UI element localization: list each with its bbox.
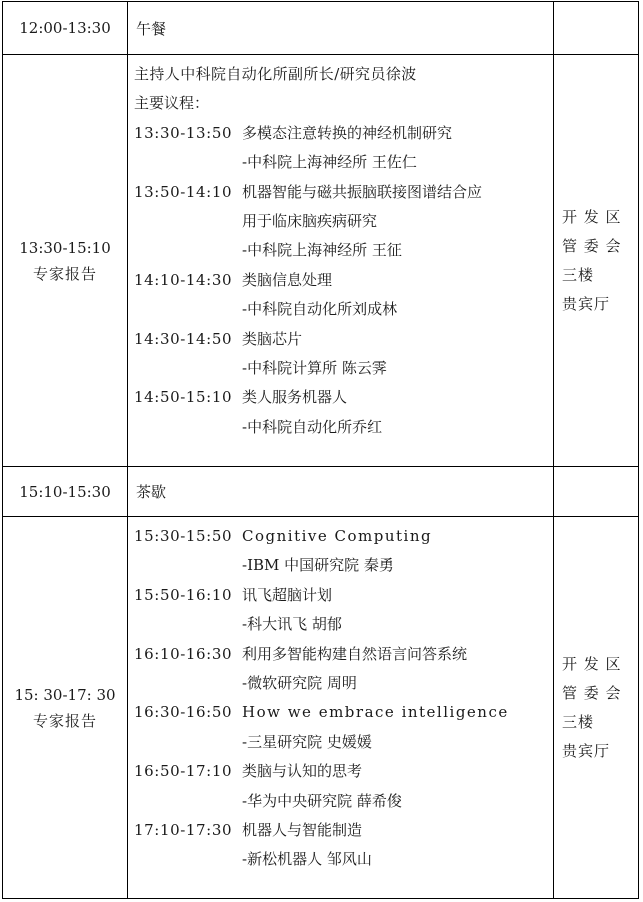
- talk-title: 机器人与智能制造: [242, 820, 363, 839]
- activity-label: 茶歇: [136, 483, 167, 501]
- talk-time: 15:50-16:10: [134, 585, 233, 604]
- talk-time: 16:10-16:30: [134, 644, 233, 663]
- talk-time: 13:50-14:10: [134, 182, 233, 201]
- talk-line: [134, 119, 553, 148]
- talk-line: [134, 816, 553, 845]
- location-cell: [554, 55, 639, 467]
- talk-time: 14:10-14:30: [134, 270, 233, 289]
- speaker-line: [134, 354, 553, 383]
- talk-line: [134, 581, 553, 610]
- talk-time: 16:30-16:50: [134, 703, 233, 722]
- speaker-line: [134, 787, 553, 816]
- time-label: 15:10-15:30: [19, 482, 111, 501]
- session-time: 13:30-15:10: [19, 238, 111, 257]
- speaker-line: [134, 236, 553, 265]
- time-label: 12:00-13:30: [19, 19, 111, 37]
- talk-line: [134, 266, 553, 295]
- schedule-row-lunch: [3, 2, 639, 55]
- talk-title: 类人服务机器人: [242, 388, 348, 407]
- agenda-label: 主要议程：: [134, 94, 210, 113]
- speaker-line: [134, 610, 553, 639]
- talk-time: 17:10-17:30: [134, 820, 233, 839]
- talk-line: [134, 383, 553, 412]
- talk-time: 14:50-15:10: [134, 388, 233, 407]
- speaker-line: [134, 295, 553, 324]
- talk-title: 机器智能与磁共振脑联接图谱结合应: [242, 182, 483, 201]
- talk-line: [134, 178, 553, 207]
- program-cell: [128, 517, 554, 899]
- session-type: 专家报告: [32, 264, 97, 283]
- talk-title: 用于临床脑疾病研究: [242, 211, 378, 230]
- location-line: 三楼: [562, 712, 595, 731]
- speaker-line: [134, 551, 553, 580]
- talk-title: How we embrace intelligence: [242, 703, 509, 722]
- talk-speaker: -华为中央研究院 薛希俊: [242, 791, 402, 810]
- talk-time: 16:50-17:10: [134, 762, 233, 781]
- schedule-table: [2, 1, 639, 899]
- session-type: 专家报告: [32, 711, 97, 730]
- talk-speaker: -中科院计算所 陈云霁: [242, 358, 387, 377]
- schedule-row-tea-break: [3, 467, 639, 517]
- talk-title: 类脑信息处理: [242, 270, 333, 289]
- speaker-line: [134, 148, 553, 177]
- schedule-row-session-2: [3, 517, 639, 899]
- schedule-row-session-1: [3, 55, 639, 467]
- location-cell: [554, 467, 639, 517]
- time-cell: [3, 55, 128, 467]
- location-line: 开 发 区: [562, 207, 622, 226]
- session-chair: 主持人中科院自动化所副所长/研究员徐波: [134, 65, 417, 83]
- talk-speaker: -微软研究院 周明: [242, 673, 357, 692]
- speaker-line: [134, 669, 553, 698]
- speaker-line: [134, 413, 553, 442]
- talk-title-continued: [134, 207, 553, 236]
- talk-speaker: -中科院上海神经所 王佐仁: [242, 153, 417, 172]
- talk-time: 15:30-15:50: [134, 527, 233, 545]
- talk-speaker: -三星研究院 史媛媛: [242, 732, 372, 751]
- activity-label: 午餐: [136, 19, 167, 38]
- speaker-line: [134, 845, 553, 874]
- talk-speaker: -新松机器人 邹风山: [242, 850, 372, 869]
- talk-line: [134, 757, 553, 786]
- time-cell: [3, 467, 128, 517]
- content-cell: [128, 467, 554, 517]
- time-cell: [3, 2, 128, 55]
- location-line: 管 委 会: [562, 236, 622, 255]
- talk-line: [134, 522, 553, 551]
- talk-speaker: -中科院上海神经所 王征: [242, 241, 402, 260]
- talk-speaker: -IBM 中国研究院 秦勇: [242, 556, 394, 575]
- talk-line: [134, 640, 553, 669]
- talk-title: 利用多智能构建自然语言问答系统: [242, 644, 468, 663]
- talk-line: [134, 698, 553, 727]
- talk-title: 类脑与认知的思考: [242, 762, 363, 781]
- location-cell: [554, 2, 639, 55]
- time-cell: [3, 517, 128, 899]
- location-line: 贵宾厅: [562, 294, 611, 313]
- talk-time: 14:30-14:50: [134, 329, 233, 348]
- talk-title: 多模态注意转换的神经机制研究: [242, 123, 453, 142]
- talk-title: Cognitive Computing: [242, 527, 433, 545]
- location-line: 贵宾厅: [562, 741, 611, 760]
- talk-speaker: -科大讯飞 胡郁: [242, 615, 342, 634]
- speaker-line: [134, 728, 553, 757]
- location-line: 三楼: [562, 265, 595, 284]
- location-cell: [554, 517, 639, 899]
- talk-speaker: -中科院自动化所刘成林: [242, 300, 398, 319]
- talk-line: [134, 325, 553, 354]
- program-cell: [128, 55, 554, 467]
- location-line: 管 委 会: [562, 683, 622, 702]
- talk-time: 13:30-13:50: [134, 123, 233, 142]
- location-line: 开 发 区: [562, 654, 622, 673]
- session-time: 15: 30-17: 30: [14, 685, 116, 704]
- talk-speaker: -中科院自动化所乔红: [242, 417, 383, 436]
- talk-title: 讯飞超脑计划: [242, 585, 333, 604]
- talk-title: 类脑芯片: [242, 329, 303, 348]
- content-cell: [128, 2, 554, 55]
